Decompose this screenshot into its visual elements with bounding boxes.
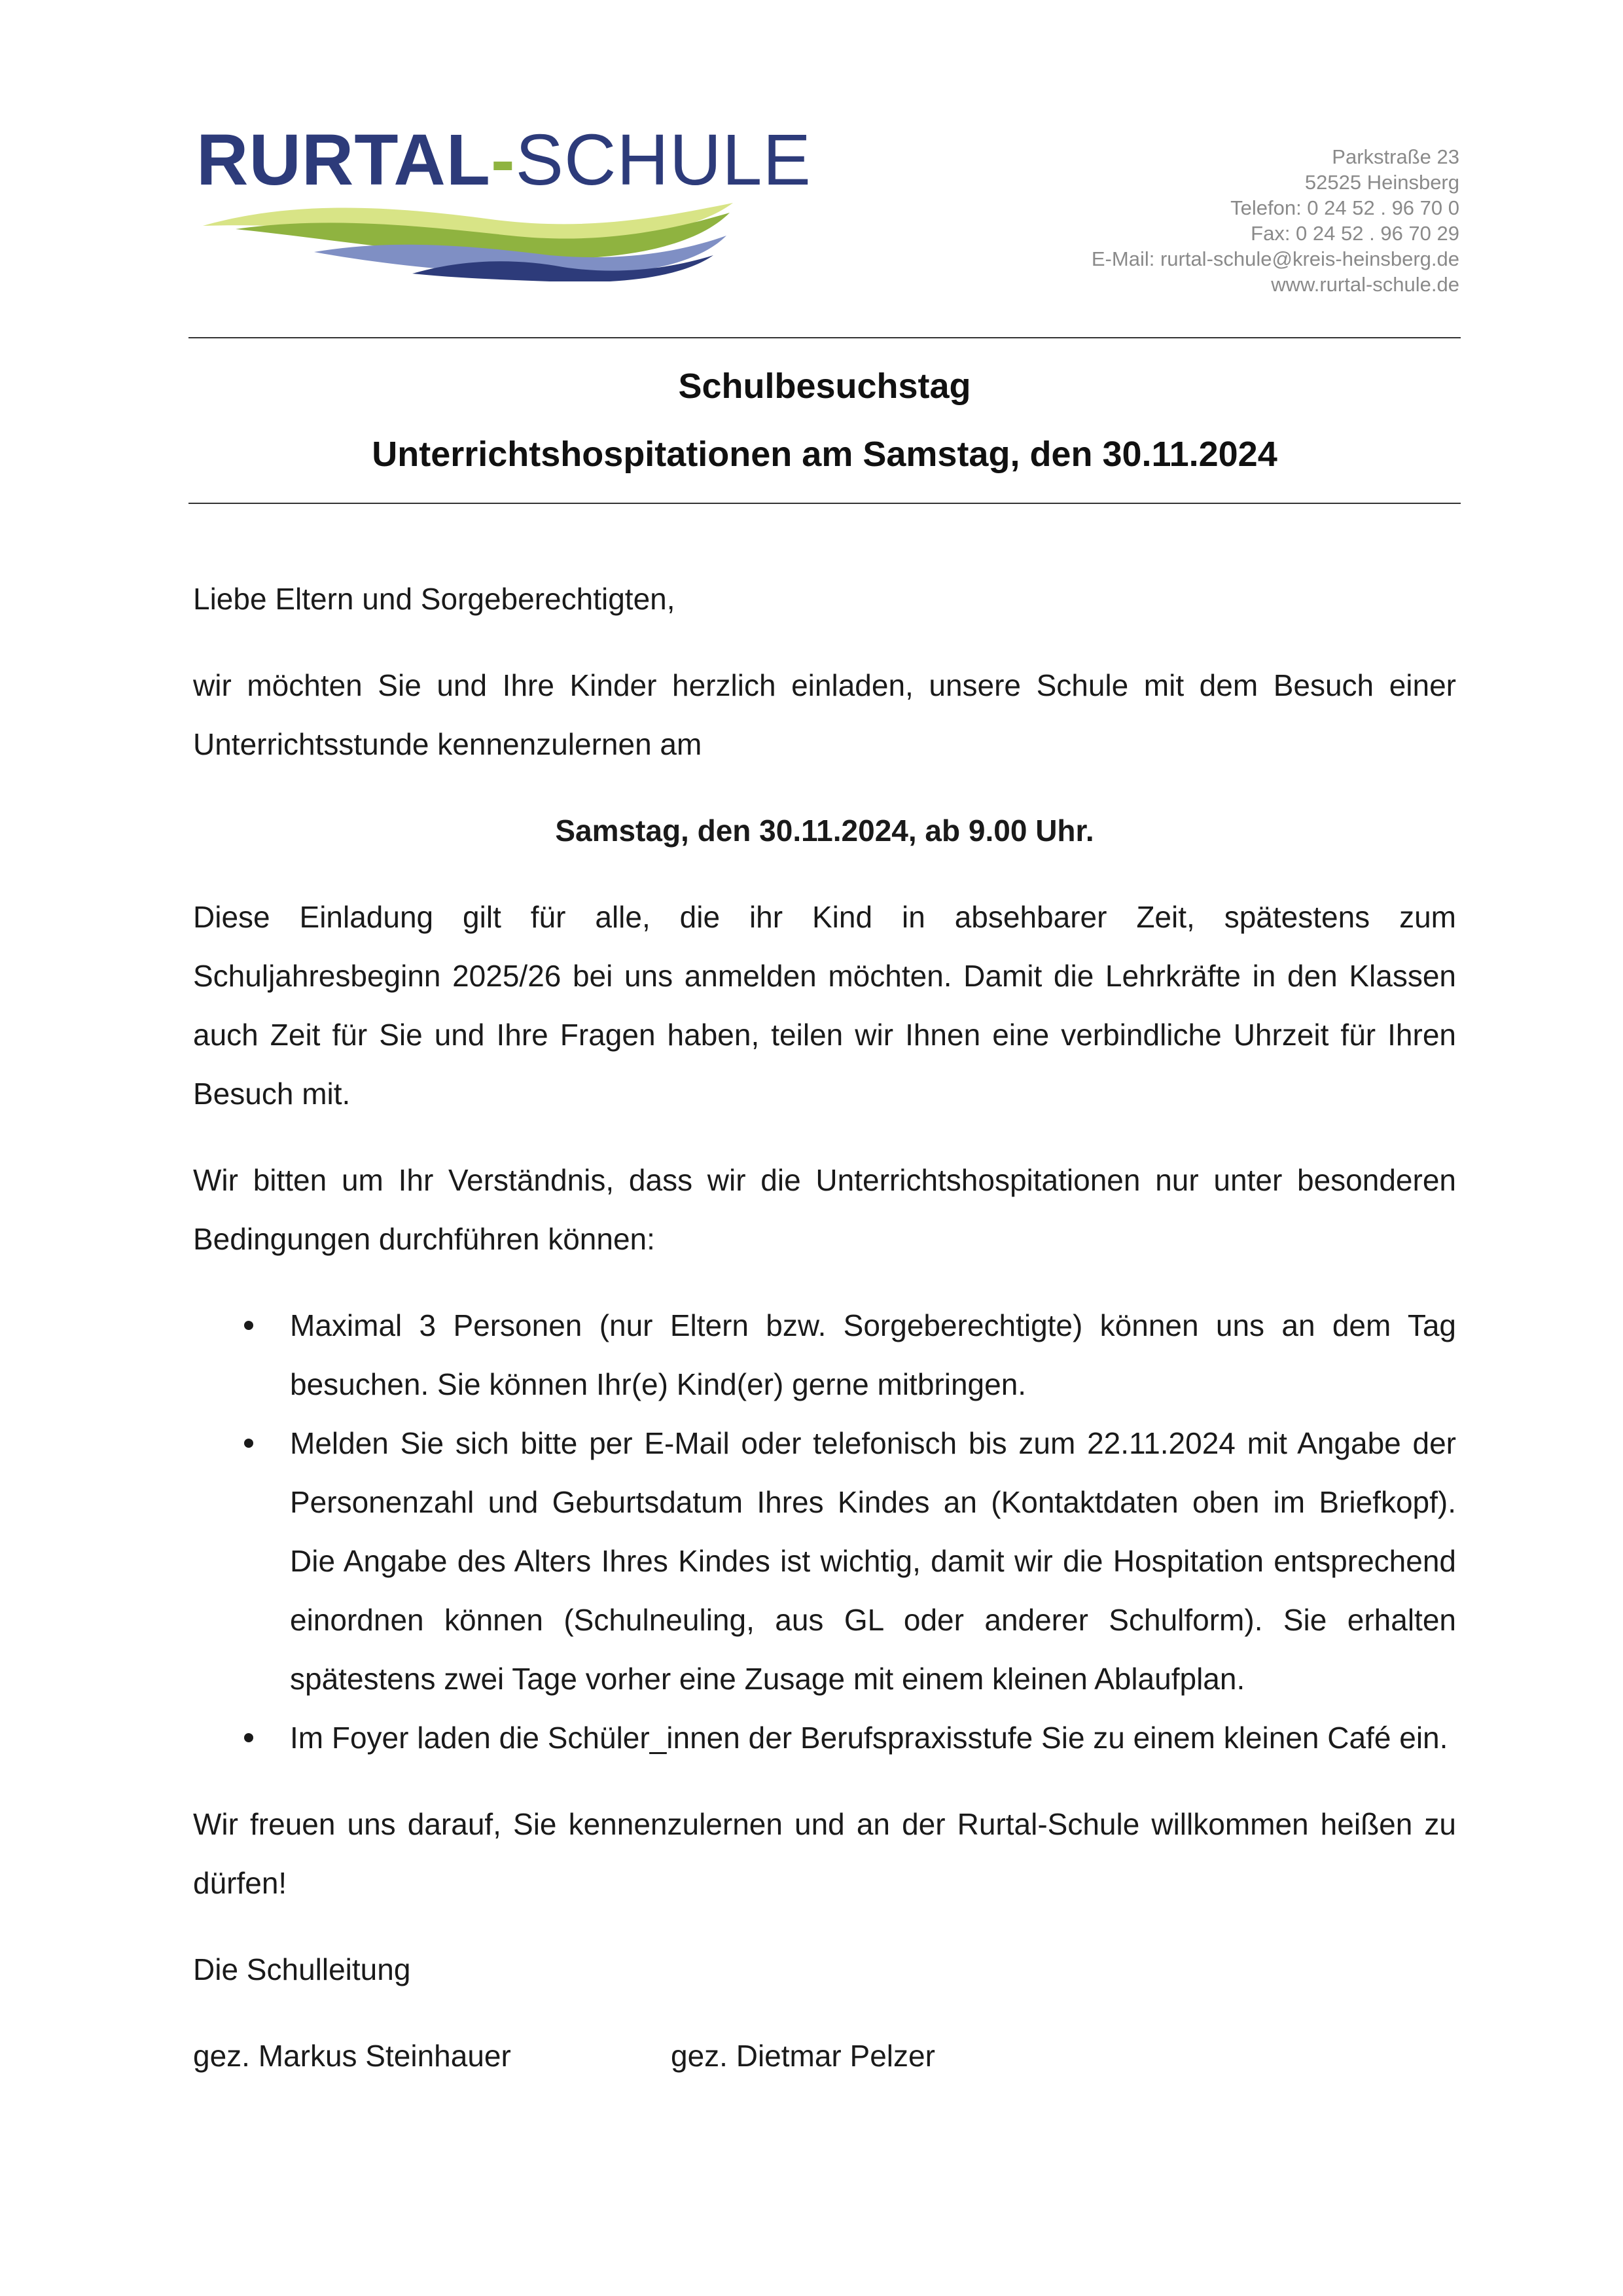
signature-steinhauer: gez. Markus Steinhauer (193, 2039, 511, 2073)
list-item (193, 1414, 1456, 1708)
list-item-text: Im Foyer laden die Schüler_innen der Berufspraxisstufe Sie zu einem kleinen Café ein. (290, 1721, 1448, 1755)
list-item-text: Melden Sie sich bitte per E-Mail oder telefonisch bis zum 22.11.2024 mit Angabe der Personenzahl und Geburtsdatum Ihres Kindes an (Kontaktdaten oben im Briefkopf). Die Angabe des Alters Ihres Kindes ist wichtig, damit wir die Hospitation entsprechend einordnen können (Schulneuling, aus GL oder anderer Schulform). Sie erhalten spätestens zwei Tage vorher eine Zusage mit einem kleinen Ablaufplan. (290, 1426, 1456, 1696)
contact-street: Parkstraße 23 (1332, 145, 1459, 168)
logo-text-dash: - (490, 120, 516, 200)
list-item (193, 1708, 1456, 1767)
logo-waves-icon (196, 196, 740, 281)
logo-text-bold: RURTAL (196, 120, 491, 200)
salutation: Liebe Eltern und Sorgeberechtigten, (193, 582, 675, 616)
page-subtitle: Unterrichtshospitationen am Samstag, den 30.11.2024 (372, 435, 1277, 474)
bullet-icon (244, 1439, 253, 1448)
school-logo (196, 120, 812, 281)
contact-phone: Telefon: 0 24 52 . 96 70 0 (1230, 196, 1459, 219)
conditions-list (193, 1296, 1456, 1767)
contact-web: www.rurtal-schule.de (1271, 273, 1459, 296)
contact-block (1092, 144, 1459, 297)
contact-email: E-Mail: rurtal-schule@kreis-heinsberg.de (1091, 247, 1459, 270)
contact-city: 52525 Heinsberg (1304, 171, 1459, 194)
conditions-paragraph: Wir bitten um Ihr Verständnis, dass wir die Unterrichtshospitationen nur unter besonderen Bedingungen durchführen können: (193, 1163, 1456, 1256)
bullet-icon (244, 1733, 253, 1742)
signature-row (193, 2026, 1456, 2085)
page-title: Schulbesuchstag (678, 367, 971, 406)
divider-bottom (188, 503, 1461, 504)
intro-paragraph: wir möchten Sie und Ihre Kinder herzlich einladen, unsere Schule mit dem Besuch einer Unterrichtsstunde kennenzulernen am (193, 668, 1456, 761)
letter-body (193, 569, 1456, 2085)
invitation-paragraph: Diese Einladung gilt für alle, die ihr Kind in absehbarer Zeit, spätestens zum Schuljahresbeginn 2025/26 bei uns anmelden möchten. Damit die Lehrkräfte in den Klassen auch Zeit für Sie und Ihre Fragen haben, teilen wir Ihnen eine verbindliche Uhrzeit für Ihren Besuch mit. (193, 900, 1456, 1111)
list-item-text: Maximal 3 Personen (nur Eltern bzw. Sorgeberechtigte) können uns an dem Tag besuchen. Sie können Ihr(e) Kind(er) gerne mitbringen. (290, 1308, 1456, 1401)
logo-text-light: SCHULE (515, 120, 812, 200)
list-item (193, 1296, 1456, 1414)
logo-wordmark (196, 120, 812, 200)
closing-paragraph: Wir freuen uns darauf, Sie kennenzulernen und an der Rurtal-Schule willkommen heißen zu dürfen! (193, 1807, 1456, 1900)
event-date: Samstag, den 30.11.2024, ab 9.00 Uhr. (555, 814, 1094, 848)
contact-fax: Fax: 0 24 52 . 96 70 29 (1251, 222, 1459, 245)
bullet-icon (244, 1321, 253, 1330)
signature-pelzer: gez. Dietmar Pelzer (671, 2039, 935, 2073)
sender-line: Die Schulleitung (193, 1952, 411, 1986)
divider-top (188, 337, 1461, 338)
